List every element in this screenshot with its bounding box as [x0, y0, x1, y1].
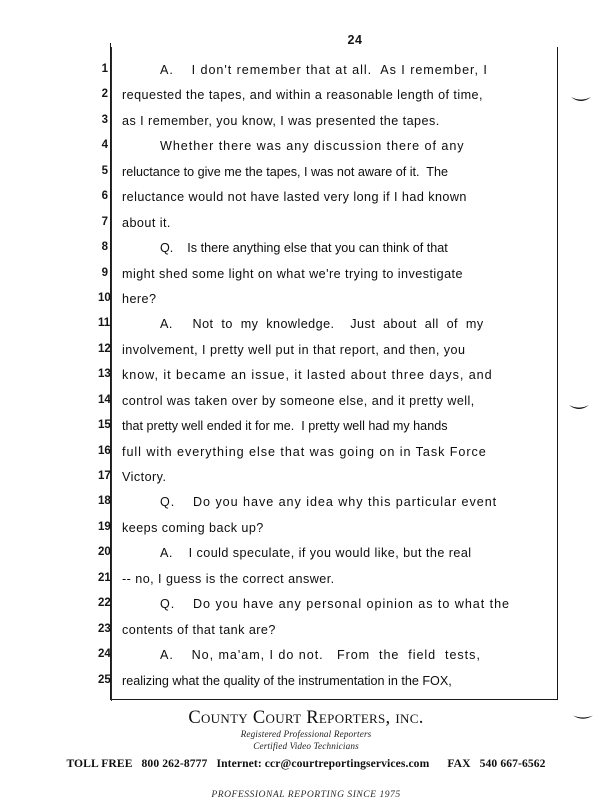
- firm-subtitle-video: Certified Video Technicians: [253, 740, 359, 751]
- line-number: 20: [98, 546, 111, 559]
- transcript-line: [101, 264, 558, 289]
- line-number: 17: [98, 470, 111, 482]
- firm-contact-line: [0, 757, 612, 770]
- transcript-line: [98, 416, 558, 441]
- line-text: Whether there was any discussion there of any: [160, 139, 465, 154]
- line-text: full with everything else that was going on in Task Force: [122, 444, 487, 459]
- line-text: Q. Do you have any personal opinion as to what the: [160, 597, 510, 612]
- line-number: 14: [98, 393, 111, 406]
- line-text: control was taken over by someone else, and it pretty well,: [122, 393, 475, 408]
- transcript-line: [98, 518, 558, 543]
- line-number: 19: [98, 520, 111, 533]
- line-text: contents of that tank are?: [122, 622, 276, 637]
- line-text: A. I don't remember that at all. As I remember, I: [160, 63, 488, 77]
- toll-free-number: 800 262-8777: [141, 757, 208, 770]
- line-text: A. No, ma'am, I do not. From the field tests,: [160, 648, 481, 663]
- transcript-body: [98, 60, 558, 696]
- transcript-line: [101, 60, 558, 85]
- firm-subtitle-registered: Registered Professional Reporters: [240, 729, 372, 739]
- line-number: 16: [98, 444, 111, 457]
- transcript-line: [98, 543, 558, 568]
- transcript-line: [98, 289, 558, 314]
- line-number: 3: [101, 113, 108, 126]
- transcript-line: [98, 314, 558, 339]
- transcript-line: [101, 85, 558, 110]
- transcript-line: [98, 594, 558, 619]
- binder-mark-bottom-icon: [572, 714, 594, 723]
- line-number: 22: [98, 597, 111, 610]
- firm-email[interactable]: ccr@courtreportingservices.com: [264, 757, 430, 770]
- transcript-line: [98, 340, 558, 365]
- transcript-line: [98, 569, 558, 594]
- fax-label: FAX: [447, 757, 471, 770]
- line-text: requested the tapes, and within a reasonable length of time,: [122, 88, 483, 103]
- fax-number: 540 667-6562: [479, 757, 546, 770]
- binder-mark-top-icon: [570, 96, 592, 105]
- line-number: 8: [101, 241, 108, 254]
- reporting-firm-name: County Court Reporters, inc.: [188, 708, 424, 728]
- transcript-line: [101, 136, 558, 161]
- line-text: Q. Do you have any idea why this particular event: [160, 495, 498, 510]
- transcript-line: [98, 620, 558, 645]
- transcript-line: [98, 442, 558, 467]
- line-text: here?: [122, 291, 157, 306]
- transcript-line: [98, 391, 558, 416]
- line-text: A. I could speculate, if you would like, but the real: [160, 546, 472, 561]
- line-number: 10: [98, 291, 111, 304]
- line-number: 15: [98, 419, 111, 432]
- transcript-line: [98, 365, 558, 390]
- binder-mark-middle-icon: [568, 404, 590, 413]
- line-number: 4: [101, 139, 108, 152]
- line-number: 5: [101, 164, 108, 177]
- line-number: 13: [98, 368, 111, 381]
- line-number: 12: [98, 342, 111, 355]
- line-text: about it.: [122, 215, 171, 230]
- transcript-line: [101, 111, 558, 136]
- firm-tagline: PROFESSIONAL REPORTING SINCE 1975: [211, 789, 401, 800]
- transcript-line: [98, 645, 558, 670]
- line-number: 6: [101, 190, 108, 203]
- line-number: 23: [98, 622, 111, 635]
- internet-label: Internet:: [216, 757, 262, 770]
- transcript-line: [101, 213, 558, 238]
- line-text: A. Not to my knowledge. Just about all of my: [160, 317, 484, 332]
- line-number: 24: [98, 648, 111, 661]
- line-text: that pretty well ended it for me. I pretty well had my hands: [122, 419, 448, 434]
- line-number: 21: [98, 571, 111, 584]
- transcript-line: [98, 467, 558, 492]
- line-text: might shed some light on what we're trying to investigate: [122, 266, 463, 281]
- line-text: keeps coming back up?: [122, 520, 264, 535]
- line-text: -- no, I guess is the correct answer.: [122, 571, 335, 586]
- transcript-line: [101, 162, 558, 187]
- line-text: Victory.: [122, 470, 167, 484]
- transcript-line: [101, 187, 558, 212]
- transcript-line: [98, 671, 558, 696]
- line-number: 2: [101, 88, 108, 101]
- line-number: 7: [101, 215, 108, 228]
- transcript-line: [98, 492, 558, 517]
- line-text: reluctance would not have lasted very long if I had known: [122, 190, 467, 205]
- transcript-line: [101, 238, 558, 263]
- toll-free-label: TOLL FREE: [66, 757, 133, 770]
- line-text: as I remember, you know, I was presented the tapes.: [122, 113, 440, 128]
- line-text: realizing what the quality of the instrumentation in the FOX,: [122, 673, 452, 688]
- line-number: 18: [98, 495, 111, 508]
- line-text: reluctance to give me the tapes, I was not aware of it. The: [122, 164, 448, 179]
- line-text: Q. Is there anything else that you can think of that: [160, 241, 448, 256]
- line-number: 11: [98, 317, 111, 330]
- page-footer: [0, 703, 612, 800]
- line-text: know, it became an issue, it lasted about three days, and: [122, 368, 493, 383]
- line-text: involvement, I pretty well put in that report, and then, you: [122, 342, 466, 357]
- page-number: 24: [111, 33, 559, 47]
- line-number: 9: [101, 266, 108, 279]
- line-number: 25: [98, 673, 111, 686]
- line-number: 1: [101, 63, 108, 75]
